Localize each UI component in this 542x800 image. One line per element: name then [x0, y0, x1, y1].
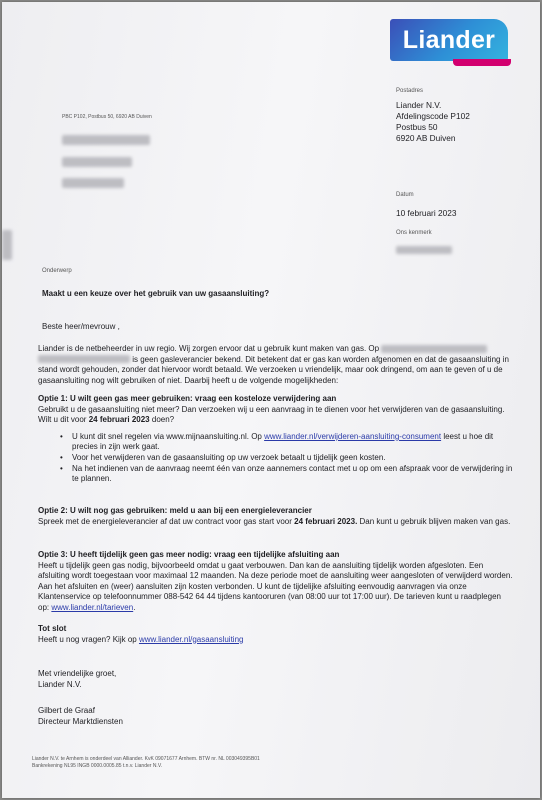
recipient-street-redacted — [62, 157, 132, 167]
optie1-text — [38, 405, 514, 426]
postadres-line: Postbus 50 — [396, 122, 438, 132]
postadres-line: 6920 AB Duiven — [396, 133, 456, 143]
postadres-block — [396, 100, 470, 144]
optie3-text — [38, 561, 514, 614]
optie1-deadline: 24 februari 2023 — [88, 415, 150, 425]
optie2-text — [38, 517, 514, 528]
liander-logo — [390, 19, 508, 61]
logo-text: Liander — [402, 25, 496, 54]
optie2-deadline: 24 februari 2023. — [294, 516, 358, 526]
optie1-text-start: Gebruikt u de gasaansluiting niet meer? Dan verzoeken wij u een aanvraag in te dienen voor het verwijderen van de gasaansluiting. Wilt u dit voor — [38, 404, 505, 425]
tarieven-link[interactable]: www.liander.nl/tarieven — [51, 602, 134, 612]
signature-name: Gilbert de Graaf — [38, 706, 95, 715]
closing-block — [38, 669, 116, 690]
footer — [32, 756, 260, 770]
optie1-bullet-1 — [58, 432, 514, 453]
onderwerp-label: Onderwerp — [42, 268, 72, 274]
optie1-section — [38, 394, 514, 485]
closing-org: Liander N.V. — [38, 679, 82, 689]
optie1-bullets — [38, 432, 514, 485]
optie2-section — [38, 506, 514, 527]
intro-text-2: is geen gasleverancier bekend. Dit betekent dat er gas kan worden afgenomen en dat de gasaansluiting in stand wordt gehouden, zonder dat hiervoor wordt betaald. We verzoeken u vriendelijk, maar ook dringend, om aan te geven of u de gasaansluiting nog wilt gebruiken of niet. Daarbij heeft u de volgende mogelijkheden: — [38, 354, 509, 385]
optie3-period: . — [133, 602, 136, 612]
bullet1-text-end: leest u hoe dit precies in zijn werk gaat. — [72, 431, 494, 452]
address-redacted — [38, 355, 130, 363]
signature-block — [38, 706, 123, 727]
optie2-heading: Optie 2: U wilt nog gas gebruiken: meld u aan bij een energieleverancier — [38, 506, 312, 515]
totslot-text — [38, 635, 514, 646]
verwijderen-aansluiting-link[interactable]: www.liander.nl/verwijderen-aansluiting-consument — [264, 431, 442, 441]
postadres-line: Liander N.V. — [396, 100, 442, 110]
intro-text-1: Liander is de netbeheerder in uw regio. Wij zorgen ervoor dat u gebruik kunt maken van gas. Op — [38, 344, 380, 353]
optie2-text-start: Spreek met de energieleverancier af dat uw contract voor gas start voor — [38, 516, 292, 526]
intro-paragraph — [38, 344, 514, 386]
totslot-section — [38, 624, 514, 645]
recipient-name-redacted — [62, 135, 150, 145]
optie3-heading: Optie 3: U heeft tijdelijk geen gas meer nodig: vraag een tijdelijke afsluiting aan — [38, 550, 340, 559]
salutation: Beste heer/mevrouw , — [42, 322, 120, 331]
totslot-question: Heeft u nog vragen? Kijk op — [38, 634, 137, 644]
kenmerk-redacted — [396, 246, 452, 254]
postadres-line: Afdelingscode P102 — [396, 111, 470, 121]
address-redacted — [381, 345, 487, 353]
optie1-bullet-3: • Na het indienen van de aanvraag neemt één van onze aannemers contact met u op om een afspraak voor de verwijdering in te plannen. — [58, 464, 514, 485]
onderwerp-title: Maakt u een keuze over het gebruik van uw gasaansluiting? — [42, 289, 270, 298]
optie1-text-end: doen? — [151, 415, 175, 425]
sender-return-line: PBC P102, Postbus 50, 6920 AB Duiven — [62, 114, 152, 120]
footer-line-2: Bankrekening NL95 INGB 0000.0005.85 t.n.v. Liander N.V. — [32, 763, 163, 769]
closing-greeting: Met vriendelijke groet, — [38, 669, 117, 678]
datum-value: 10 februari 2023 — [396, 208, 457, 218]
bullet1-text-start: U kunt dit snel regelen via www.mijnaansluiting.nl. Op — [72, 431, 262, 441]
optie3-paragraph: Heeft u tijdelijk geen gas nodig, bijvoorbeeld omdat u gaat verbouwen. Dan kan de aansluiting tijdelijk worden afgesloten. Een afsluiting wordt toegestaan voor maximaal 12 maanden. Na deze periode moet de aansluiting weer aangesloten of verwijderd worden. Aan het afsluiten en (weer) aansluiten zijn kosten verbonden. U kunt de tijdelijke afsluiting eenvoudig aanvragen via onze Klantenservice op telefoonnummer 088-542 64 44 tijdens kantooruren (van 08:00 uur tot 17:00 uur). De tarieven kunt u raadplegen op: — [38, 560, 513, 612]
signature-title: Directeur Marktdiensten — [38, 716, 123, 726]
gasaansluiting-link[interactable]: www.liander.nl/gasaansluiting — [138, 634, 244, 644]
optie2-text-end: Dan kunt u gebruik blijven maken van gas. — [359, 516, 511, 526]
optie3-section — [38, 550, 514, 614]
optie1-bullet-2: • Voor het verwijderen van de gasaansluiting op uw verzoek betaalt u tijdelijk geen kosten. — [58, 453, 514, 464]
optie1-heading: Optie 1: U wilt geen gas meer gebruiken: vraag een kosteloze verwijdering aan — [38, 394, 337, 403]
totslot-heading: Tot slot — [38, 624, 67, 633]
postadres-label: Postadres — [396, 88, 424, 94]
recipient-city-redacted — [62, 178, 124, 188]
left-edge-redacted — [2, 230, 12, 260]
datum-label: Datum — [396, 192, 414, 198]
letter-page — [2, 2, 540, 798]
kenmerk-label: Ons kenmerk — [396, 230, 432, 236]
footer-line-1: Liander N.V. te Arnhem is onderdeel van Alliander. KvK 09071677 Arnhem. BTW nr. NL 003049395B01 — [32, 756, 260, 762]
